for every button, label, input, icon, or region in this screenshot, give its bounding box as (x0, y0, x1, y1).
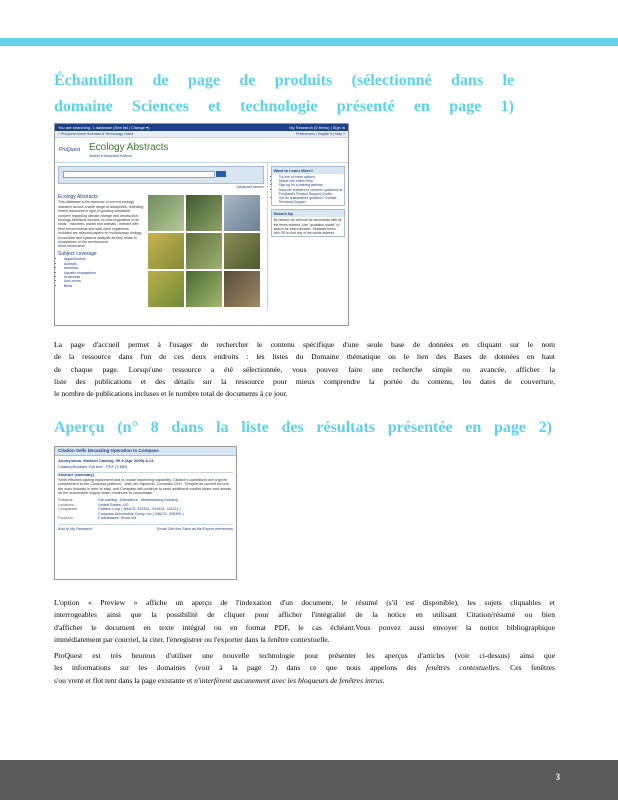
paragraph-preview (54, 597, 555, 646)
database-title: Ecology Abstracts (89, 142, 169, 153)
preview-title: Citation Sells Decasting Operation to Compass (55, 447, 236, 456)
database-nav: Search ▾ Advanced ▾ About (89, 154, 132, 158)
learn-item: • Try one of these options: (279, 175, 344, 179)
row-label: Companies (58, 507, 78, 512)
proquest-logo: ProQuest (59, 147, 81, 153)
photo-grid (148, 195, 260, 307)
text-run: . (382, 675, 385, 685)
row-value: Compass Automotive Group Inc ( NAICS: 336399 ) (98, 511, 184, 516)
paragraph-line: de chaque page. Lorsqu'une ressource a été sélectionnée, vous pouvez faire une recherche simple ou avancée, afficher la (54, 364, 555, 374)
advanced-search-link: Advanced search (236, 185, 264, 189)
photo-tile (148, 271, 184, 307)
screenshot-ecology-abstracts (54, 123, 349, 326)
subject-item: • Algae/lichens (64, 257, 144, 261)
about-heading: Ecology Abstracts (58, 194, 98, 200)
learn-more-box (271, 166, 345, 206)
subject-item: • Birds (64, 284, 144, 288)
italic-run: n'interfèrent aucunement avec les bloqueurs de fenêtres intrus (194, 675, 383, 685)
learn-item: • Discover answers to common questions at ProQuest's Product Support Center. (279, 188, 344, 196)
paragraph-line: L'option « Preview » affiche un aperçu de l'indexation d'un document, le résumé (s'il est disponible), les sujets cliquables et (54, 598, 555, 607)
my-research-link: My Research (0 items) | Sign in (289, 125, 345, 130)
screenshot-top-bar (55, 124, 348, 131)
row-label: Locations (58, 502, 75, 507)
learn-heading: Want to Learn More? (272, 167, 344, 174)
subject-item: • Aquatic ecosystems (64, 271, 144, 275)
text-run: les informations sur les domaines (voir à la page 2) dans ce que nous appelons des (54, 663, 427, 673)
search-box (58, 166, 264, 184)
photo-tile (148, 233, 184, 269)
tips-heading: Search tip (272, 210, 344, 217)
paragraph-line: interrogeables ainsi que la possibilité de cliquer pour afficher l'intégralité de la notice en utilisant Citation/résumé ou bien (54, 610, 555, 620)
learn-item: • Got an unanswered question? Contact Technical Support. (279, 196, 344, 204)
row-label: Subjects (58, 497, 73, 502)
preview-actions: Email Cite this Save as file Export references (157, 526, 233, 531)
photo-tile (186, 233, 222, 269)
paragraph-line (54, 675, 555, 687)
photo-tile (186, 271, 222, 307)
search-input (63, 171, 215, 178)
row-value: Citation Corp ( NAICS: 331511, 331524, 331111 ) (98, 507, 181, 512)
search-tip-box (271, 209, 345, 237)
italic-run: fenêtres contextuelles (426, 663, 499, 673)
learn-item: • Search the online Help. (279, 179, 344, 183)
row-value: 2 databases: Show list (98, 516, 136, 521)
more-info-link: More information (58, 244, 85, 249)
row-value: United States--US (98, 502, 129, 507)
heading-line-1: Échantillon de page de produits (sélectionné dans le (54, 72, 514, 89)
paragraph-home-page (54, 339, 555, 400)
abstract-label: Abstract (summary) (58, 473, 94, 477)
photo-tile (224, 233, 260, 269)
about-text: This database is the essence of current ecology research across a wide range of disciplines, reflecting recent advances in light of growing worldwide concern regarding climate change and destruction. Ecology Abstracts focuses on how organisms of all kinds - microbes, plants and animals - interact with their environments and with other organisms. Included are relevant papers on evolutionary biology, economics and systems analysis as they relate to ecosystems or the environment. (58, 200, 144, 245)
photo-tile (224, 195, 260, 231)
preview-abstract (58, 472, 233, 496)
text-run: s'ou vrent et flot tent dans la page existante et (54, 675, 195, 685)
paragraph-line: de la ressource dans l'un de ces deux endroits : les listes du Domaine thématique ou le lien des Bases de données en haut (54, 352, 555, 362)
top-accent-bar (0, 38, 618, 46)
row-label: Found in (58, 516, 73, 521)
text-run: . Ces fenêtres (498, 663, 556, 673)
subject-heading: Subject coverage (58, 250, 97, 257)
paragraph-popups (54, 650, 555, 687)
screenshot-preview (54, 446, 237, 580)
subject-item: • Animals (64, 262, 144, 266)
paragraph-line: La page d'accueil permet à l'usager de rechercher le contenu spécifique d'une seule base de données en cliquant sur le nom (54, 340, 555, 349)
heading-preview: Aperçu (n° 8 dans la liste des résultats présentée en page 2) (54, 419, 552, 436)
abstract-text: "With efficient casting equipment and in-house machining capability, Citation's operations are a great complement to the Compass platform," said Jim Squarcio, Compass CEO. "Despite its current turmoil, the auto industry is here to stay, and Compass will continue to seek additional market share and assets as the automotive supply-chain continues to consolidate." (58, 477, 231, 496)
photo-tile (148, 195, 184, 231)
photo-tile (224, 271, 260, 307)
screenshot-header (55, 138, 348, 163)
paragraph-line: immédiatement par courriel, la citer, l'enregistrer ou l'exporter dans la fenêtre contextuelle. (54, 634, 330, 644)
paragraph-line: liste des publications et des détails sur la ressource pour mieux comprendre la portée du contenu, les dates de couverture, (54, 376, 555, 386)
paragraph-line: ProQuest est très heureux d'utiliser une nouvelle technologie pour présenter les aperçus d'articles (voir ci-dessus) ainsi que (54, 651, 555, 660)
paragraph-line: le nombre de publications incluses et le nombre total de documents à ce jour. (54, 389, 288, 399)
subject-item: • Arachnida (64, 275, 144, 279)
row-value: Die casting ; Divestiture ; Metalworking industry (98, 497, 178, 502)
search-button (216, 171, 226, 177)
subject-list (58, 257, 144, 288)
preview-citation: Anonymous. Modern Casting. 99.9 (Apr 2009):8,14. (58, 458, 155, 463)
page-number: 3 (555, 772, 560, 782)
add-to-research: Add to My Research (58, 526, 93, 531)
metadata-row (55, 516, 236, 521)
photo-tile (186, 195, 222, 231)
page-footer (0, 760, 618, 800)
heading-line-2: domaine Sciences et technologie présenté en page 1) (54, 98, 514, 115)
searching-text: You are searching: 1 database (See list | Change ▾) (58, 125, 150, 130)
tips-text: By default, we will look for documents with all the terms entered. Use "quotation marks" to search for exact phrases. Separate terms with OR to find any of the words entered. (273, 218, 342, 236)
heading-sample-page (54, 68, 514, 120)
breadcrumb: « ProQuest Home Sciences & Technology Home (58, 132, 134, 136)
paragraph-line (54, 662, 555, 674)
preview-links: Citation/Abstract Full text - PDF (3 MB) (58, 464, 128, 469)
preview-footer (58, 524, 233, 531)
subject-item: • Arid zones (64, 279, 144, 283)
learn-item: • Sign up for a training webinar. (279, 183, 344, 187)
preferences-links: Preferences | English ▾ | Help ? (296, 132, 345, 136)
paragraph-line: d'afficher le document en texte intégral ou en format PDF, le cas échéant.Vous pouvez aussi envoyer la notice bibliographique (54, 622, 555, 632)
subject-item: • Annelida (64, 266, 144, 270)
screenshot-sub-bar (55, 131, 348, 138)
